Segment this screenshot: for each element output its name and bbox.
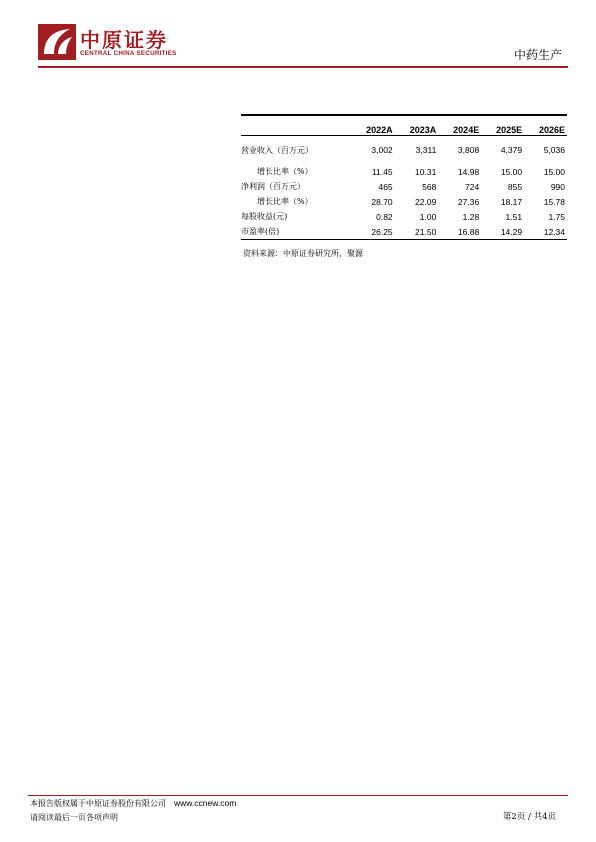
- logo-english-name: CENTRAL CHINA SECURITIES: [80, 50, 177, 57]
- footer-divider: [28, 795, 568, 796]
- table-row: [241, 136, 567, 165]
- table-cell: 18.17: [500, 196, 523, 207]
- row-label: 每股收益(元): [241, 212, 288, 221]
- financial-forecast-table: [241, 114, 567, 240]
- logo-chinese-name: 中原证券: [80, 28, 168, 52]
- table-source-note: 资料来源：中原证券研究所，聚源: [243, 249, 363, 258]
- table-cell: 15.00: [543, 166, 565, 177]
- table-row: [241, 209, 567, 224]
- row-label: 增长比率（%）: [257, 197, 313, 206]
- table-row: [241, 164, 567, 179]
- table-cell: 21.50: [395, 224, 439, 240]
- column-header: 2023A: [395, 115, 439, 136]
- copyright-text: 本报告版权属于中原证券股份有限公司: [30, 799, 166, 808]
- table-cell: 15.78: [543, 196, 565, 207]
- table-cell: 27.36: [457, 196, 480, 207]
- table-cell: 568: [422, 181, 437, 192]
- table-cell: 12.34: [524, 224, 567, 240]
- table-cell: 1.75: [548, 211, 565, 222]
- website-link[interactable]: www.ccnew.com: [174, 798, 237, 808]
- logo-mark-icon: [38, 24, 76, 60]
- table-cell: 855: [507, 181, 523, 192]
- table-cell: 465: [378, 181, 393, 192]
- table-cell: 3,808: [457, 145, 480, 155]
- table-cell: 14.98: [457, 166, 480, 177]
- table-cell: 1.28: [462, 211, 480, 222]
- table-cell: 22.09: [415, 196, 437, 207]
- table-header-row: [241, 115, 567, 136]
- table-cell: 26.25: [351, 224, 395, 240]
- page-number: 第2页 / 共4页: [502, 812, 556, 822]
- column-header: 2024E: [438, 115, 481, 136]
- table-cell: 990: [550, 181, 565, 192]
- row-label: 市盈率(倍): [241, 224, 351, 240]
- table-cell: 28.70: [371, 196, 393, 207]
- table-cell: 4,379: [500, 145, 523, 155]
- header-divider: [38, 66, 568, 68]
- table-row: [241, 179, 567, 194]
- table-cell: 5,036: [543, 145, 565, 155]
- table-cell: 14.29: [481, 224, 524, 240]
- column-header: [241, 115, 351, 136]
- page-header: [38, 22, 568, 67]
- table-cell: 3,311: [415, 145, 437, 155]
- column-header: 2022A: [351, 115, 395, 136]
- row-label: 营业收入（百万元）: [241, 145, 313, 155]
- table-cell: 1.51: [505, 211, 523, 222]
- table-cell: 15.00: [500, 166, 523, 177]
- table-cell: 11.45: [372, 166, 393, 177]
- table-row: [241, 224, 567, 240]
- footer-copyright-line: [30, 798, 236, 809]
- table-cell: 3,002: [371, 145, 393, 155]
- table-cell: 1.00: [419, 211, 437, 222]
- table-cell: 10.31: [415, 166, 437, 177]
- footer-disclaimer: 请阅读最后一页各项声明: [30, 813, 118, 822]
- row-label: 净利润（百万元）: [241, 182, 305, 191]
- table-cell: 0.82: [376, 211, 393, 222]
- report-section: 中药生产: [513, 48, 562, 62]
- row-label: 增长比率（%）: [257, 167, 313, 176]
- company-logo: [38, 22, 198, 62]
- table-row: [241, 194, 567, 209]
- table-cell: 16.88: [438, 224, 481, 240]
- table-cell: 724: [465, 181, 480, 192]
- column-header: 2025E: [481, 115, 524, 136]
- column-header: 2026E: [524, 115, 567, 136]
